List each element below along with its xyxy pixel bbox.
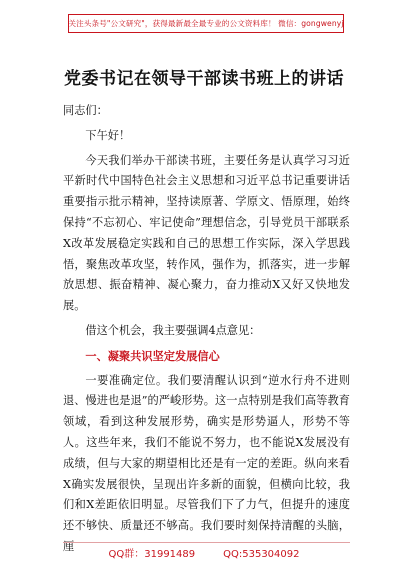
header-banner: 关注头条号"公文研究"，获得最新最全最专业的公文资料库！ 微信：gongwenyj <box>68 14 344 33</box>
footer-qq-group: QQ群：31991489 <box>108 549 196 560</box>
footer-qq: QQ:535304092 <box>223 549 300 560</box>
document-body <box>63 101 350 558</box>
paragraph-points: 借这个机会，我主要强调4点意见： <box>85 323 261 337</box>
footer-divider <box>63 542 350 543</box>
footer <box>0 545 408 560</box>
document-title: 党委书记在领导干部读书班上的讲话 <box>64 69 344 89</box>
greeting: 下午好！ <box>85 128 131 142</box>
section-heading-1: 一、凝聚共识坚定发展信心 <box>85 348 220 363</box>
salutation: 同志们： <box>63 104 108 117</box>
paragraph-section-1: 一要准确定位。我们要清醒认识到“逆水行舟不进则退、慢进也是退”的严峻形势。这一点特别是我们高等教育领域，看到这种发展形势，确实是形势逼人，形势不等人。这些年来，我们不能说不努力，也不能说X发展没有成绩，但与大家的期望相比还是有一定的差距。纵向来看X确实发展很快，呈现出许多新的面貌，但横向比较，我们和X差距依旧明显。尽管我们下了力气，但提升的速度还不够快、质量还不够高。我们要时刻保持清醒的头脑，厘 <box>63 373 350 553</box>
paragraph-intro: 今天我们举办干部读书班，主要任务是认真学习习近平新时代中国特色社会主义思想和习近平总书记重要讲话重要指示批示精神，坚持读原著、学原文、悟原理，始终保持“不忘初心、牢记使命”理想信念，引导党员干部联系X改革发展稳定实践和自己的思想工作实际，深入学思践悟，聚焦改革攻坚，转作风，强作为，抓落实，进一步解放思想、振奋精神、凝心聚力，奋力推动X又好又快地发展。 <box>63 153 350 313</box>
